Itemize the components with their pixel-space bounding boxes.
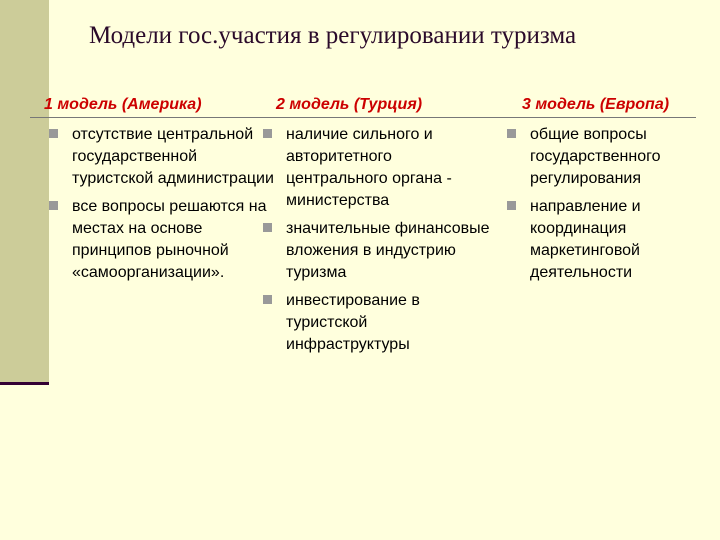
square-bullet-icon <box>263 295 272 304</box>
list-item <box>48 196 274 284</box>
square-bullet-icon <box>263 223 272 232</box>
heading-divider <box>30 117 696 118</box>
square-bullet-icon <box>507 201 516 210</box>
column-heading-america: 1 модель (Америка) <box>44 96 202 113</box>
list-item-text: общие вопросы государственного регулирования <box>530 126 661 187</box>
list-item <box>506 196 706 284</box>
square-bullet-icon <box>507 129 516 138</box>
list-item-text: наличие сильного и авторитетного центрального органа - министерства <box>286 126 452 209</box>
slide-title: Модели гос.участия в регулировании туризма <box>89 22 577 49</box>
column-heading-turkey: 2 модель (Турция) <box>276 96 423 113</box>
decorative-side-underline <box>0 382 49 385</box>
list-item <box>262 290 494 356</box>
list-item <box>506 124 706 190</box>
list-item-text: все вопросы решаются на местах на основе принципов рыночной «самоорганизации». <box>72 198 267 281</box>
column-america <box>48 124 274 290</box>
list-item <box>262 124 494 212</box>
square-bullet-icon <box>263 129 272 138</box>
list-item-text: направление и координация маркетинговой деятельности <box>530 198 641 281</box>
square-bullet-icon <box>49 201 58 210</box>
list-item-text: отсутствие центральной государственной туристской администрации <box>72 126 274 187</box>
list-item-text: значительные финансовые вложения в индустрию туризма <box>286 220 490 281</box>
list-item-text: инвестирование в туристской инфраструктуры <box>286 292 420 353</box>
square-bullet-icon <box>49 129 58 138</box>
list-item <box>48 124 274 190</box>
list-item <box>262 218 494 284</box>
column-turkey <box>262 124 494 362</box>
decorative-side-bar <box>0 0 49 382</box>
column-europe <box>506 124 706 290</box>
column-heading-europe: 3 модель (Европа) <box>522 96 670 113</box>
